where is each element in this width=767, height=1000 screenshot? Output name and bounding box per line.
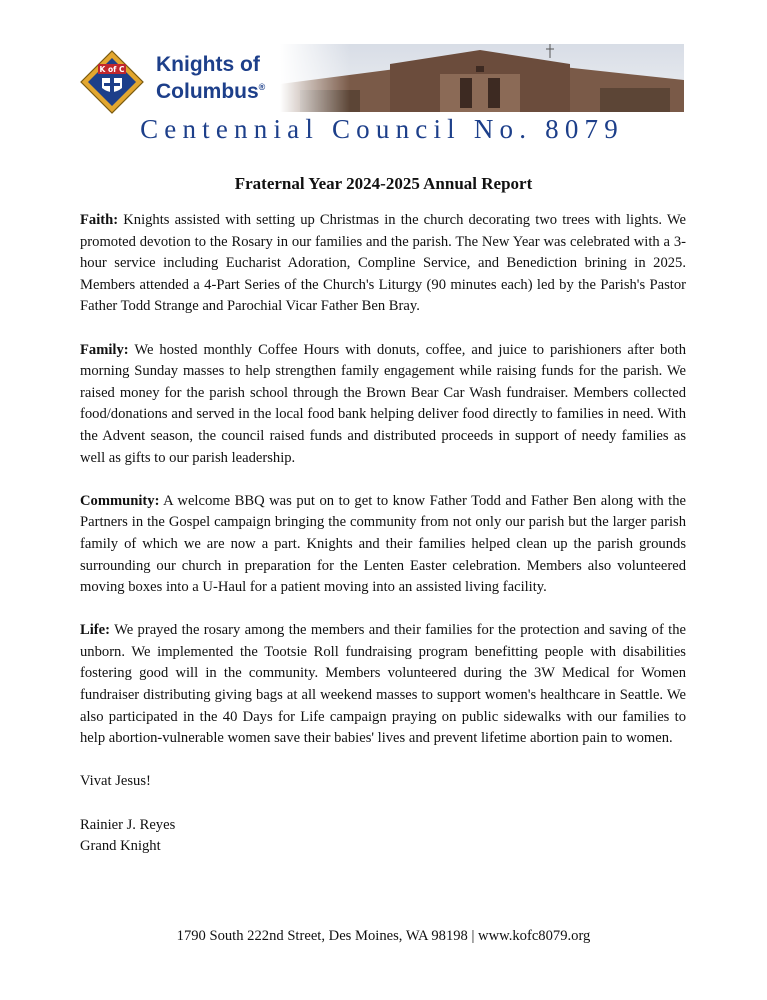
report-body — [80, 210, 686, 858]
community-paragraph — [80, 491, 686, 599]
organization-logo-text — [156, 54, 265, 103]
community-label: Community: — [80, 492, 160, 509]
life-text: We prayed the rosary among the members and their families for the protection and saving of the unborn. We implemented the Tootsie Roll fundraising program benefitting people with disabilities fostering good will in the community. Members volunteered during the 3W Medical for Women fundraiser distributing giving bags at all weekend masses to support women's healthcare in Seattle. We also participated in the 40 Days for Life campaign praying on public sidewalks with our families to help abortion-vulnerable women save their babies' lives and prevent lifetime abortion pain to women. — [80, 622, 686, 747]
life-paragraph — [80, 620, 686, 750]
logo-line-1: Knights of — [156, 53, 260, 76]
faith-paragraph — [80, 210, 686, 318]
faith-label: Faith: — [80, 212, 119, 228]
life-label: Life: — [80, 622, 110, 639]
church-building-photo — [280, 44, 684, 112]
signature-block — [80, 815, 686, 858]
svg-text:K of C: K of C — [99, 65, 125, 74]
letterhead — [80, 44, 684, 112]
community-text: A welcome BBQ was put on to get to know Father Todd and Father Ben along with the Partners in the Gospel campaign bringing the community from not only our parish but the larger parish family of which we are now a part. Knights and their families helped clean up the parish grounds surrounding our church in preparation for the Lenten Easter celebration. Members also volunteered moving boxes into a U-Haul for a patient moving into an assisted living facility. — [80, 492, 686, 596]
signer-name: Rainier J. Reyes — [80, 816, 176, 833]
family-text: We hosted monthly Coffee Hours with donuts, coffee, and juice to parishioners after both morning Sunday masses to help strengthen family engagement while raising funds for the parish. We raised money for the parish school through the Brown Bear Car Wash fundraiser. Members collected food/donations and served in the local food bank helping deliver food directly to families in need. With the Advent season, the council raised funds and distributed proceeds in support of needy families as well as gifts to our parish leadership. — [80, 341, 686, 466]
signer-title: Grand Knight — [80, 838, 161, 855]
council-title: Centennial Council No. 8079 — [140, 114, 624, 144]
logo-line-2: Columbus — [156, 80, 259, 103]
faith-text: Knights assisted with setting up Christmas in the church decorating two trees with lights. We promoted devotion to the Rosary in our families and the parish. The New Year was celebrated with a 3-hour service including Eucharist Adoration, Compline Service, and Benediction brining in 2025. Members attended a 4-Part Series of the Church's Liturgy (90 minutes each) led by the Parish's Pastor Father Todd Strange and Parochial Vicar Father Ben Bray. — [80, 212, 686, 315]
closing-salutation: Vivat Jesus! — [80, 773, 151, 790]
family-label: Family: — [80, 341, 129, 358]
report-title: Fraternal Year 2024-2025 Annual Report — [234, 174, 533, 193]
family-paragraph — [80, 340, 686, 470]
registered-mark: ® — [258, 82, 266, 92]
footer-address: 1790 South 222nd Street, Des Moines, WA 98198 | www.kofc8079.org — [176, 928, 591, 944]
knights-of-columbus-emblem-icon — [80, 50, 144, 114]
